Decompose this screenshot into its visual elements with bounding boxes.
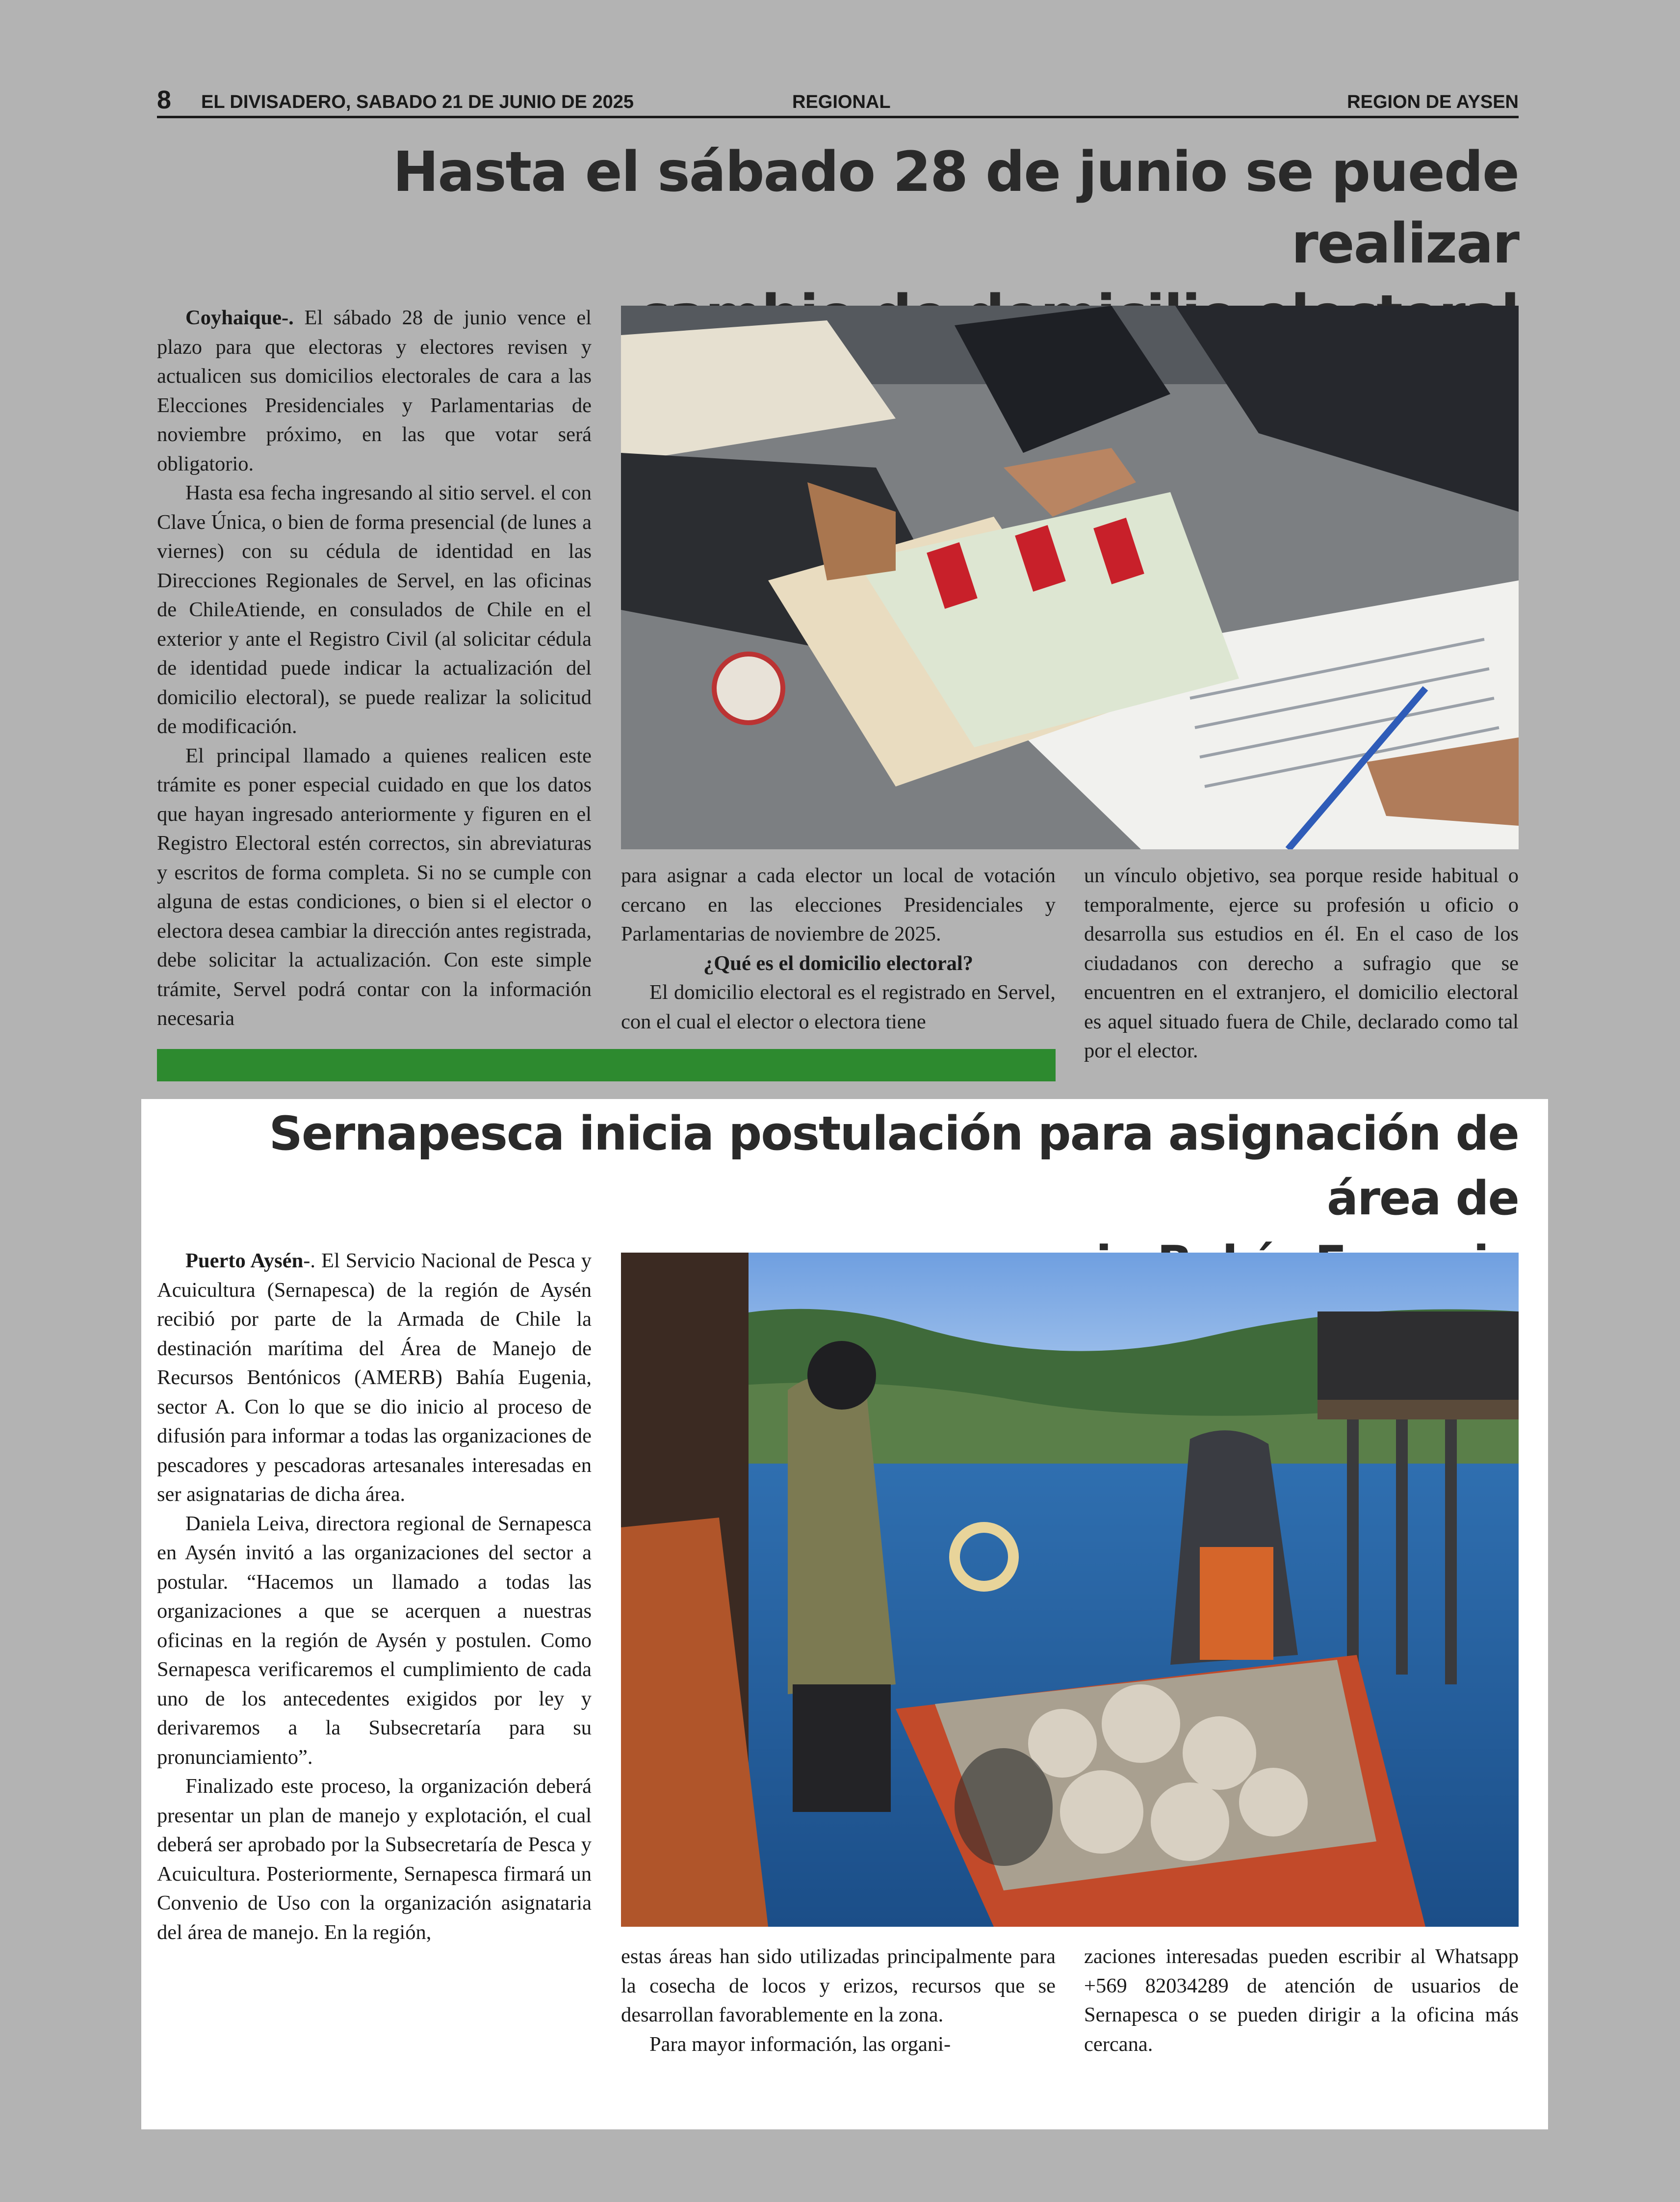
article1-paragraph2: Hasta esa fecha ingresando al sitio servel. el con Clave Única, o bien de forma presencial (de lunes a viernes) con su cédula de identidad en las Direcciones Regionales de Servel, en las oficinas de ChileAtiende, en consulados de Chile en el exterior y ante el Registro Civil (al solicitar cédula de identidad puede indicar la actualización del domicilio electoral), se puede realizar la solicitud de modificación.	[157, 481, 592, 738]
article2-dateline: Puerto Aysén	[185, 1249, 304, 1272]
article1-column2	[621, 861, 1056, 1036]
article1-dateline: Coyhaique-.	[185, 306, 294, 329]
article1-paragraph1: El sábado 28 de junio vence el plazo para que electoras y electores revisen y actualicen sus domicilios electorales de cara a las Elecciones Presidenciales y Parlamentarias de noviembre próximo, en las que votar será obligatorio.	[157, 306, 592, 475]
section-name: REGIONAL	[792, 92, 891, 112]
voting-envelopes-illustration	[621, 306, 1519, 849]
article2-paragraph4: estas áreas han sido utilizadas principalmente para la cosecha de locos y erizos, recursos que se desarrollan favorablemente en la zona.	[621, 1945, 1056, 2026]
article2-paragraph1: -. El Servicio Nacional de Pesca y Acuicultura (Sernapesca) de la región de Aysén recibió por parte de la Armada de Chile la destinación marítima del Área de Manejo de Recursos Bentónicos (AMERB) Bahía Eugenia, sector A. Con lo que se dio inicio al proceso de difusión para informar a todas las organizaciones de pescadores y pescadoras artesanales interesadas en ser asignatarias de dicha área.	[157, 1249, 592, 1506]
article2-column2	[621, 1942, 1056, 2059]
article1-paragraph5: El domicilio electoral es el registrado en Servel, con el cual el elector o electora tiene	[621, 981, 1056, 1033]
article1-paragraph6: un vínculo objetivo, sea porque reside habitual o temporalmente, ejerce su profesión u oficio o desarrolla sus estudios en él. En el caso de los ciudadanos con derecho a sufragio que se encuentren en el extranjero, el domicilio electoral es aquel situado fuera de Chile, declarado como tal por el elector.	[1084, 864, 1519, 1062]
article2-headline-line1: Sernapesca inicia postulación para asignación de área de	[269, 1107, 1519, 1226]
article2-column1	[157, 1246, 592, 1947]
page-number: 8	[157, 86, 171, 114]
article2-paragraph5: Para mayor información, las organi-	[649, 2032, 951, 2056]
article2-paragraph6: zaciones interesadas pueden escribir al Whatsapp +569 82034289 de atención de usuarios de Sernapesca o se pueden dirigir a la oficina más cercana.	[1084, 1945, 1519, 2056]
article1-column1	[157, 303, 592, 1033]
article1-photo	[621, 306, 1519, 849]
fishermen-bay-illustration	[621, 1253, 1519, 1927]
article2-paragraph2: Daniela Leiva, directora regional de Sernapesca en Aysén invitó a las organizaciones del sector a postular. “Hacemos un llamado a todas las organizaciones a que se acerquen a nuestras oficinas en la región de Aysén y postulen. Como Sernapesca verificaremos el cumplimiento de cada uno de los antecedentes exigidos por ley y derivaremos a la Subsecretaría para su pronunciamiento”.	[157, 1512, 592, 1769]
date-line: EL DIVISADERO, SABADO 21 DE JUNIO DE 2025	[201, 92, 634, 112]
region-name: REGION DE AYSEN	[1347, 92, 1519, 112]
green-divider-bar	[157, 1049, 1056, 1081]
article1-headline-line1: Hasta el sábado 28 de junio se puede realizar	[392, 140, 1519, 276]
article2-column3	[1084, 1942, 1519, 2059]
article1-subheading: ¿Qué es el domicilio electoral?	[703, 951, 973, 975]
article1-paragraph3: El principal llamado a quienes realicen este trámite es poner especial cuidado en que los datos que hayan ingresado anteriormente y figuren en el Registro Electoral estén correctos, sin abreviaturas y escritos de forma completa. Si no se cumple con alguna de estas condiciones, o bien si el elector o electora desea cambiar la dirección antes registrada, debe solicitar la actualización. Con este simple trámite, Servel podrá contar con la información necesaria	[157, 744, 592, 1030]
article2-paragraph3: Finalizado este proceso, la organización deberá presentar un plan de manejo y explotación, el cual deberá ser aprobado por la Subsecretaría de Pesca y Acuicultura. Posteriormente, Sernapesca firmará un Convenio de Uso con la organización asignataria del área de manejo. En la región,	[157, 1775, 592, 1944]
article1-paragraph4: para asignar a cada elector un local de votación cercano en las elecciones Presidenciales y Parlamentarias de noviembre de 2025.	[621, 864, 1056, 945]
article2-photo	[621, 1253, 1519, 1927]
article1-column3	[1084, 861, 1519, 1066]
page-header	[157, 87, 1519, 118]
